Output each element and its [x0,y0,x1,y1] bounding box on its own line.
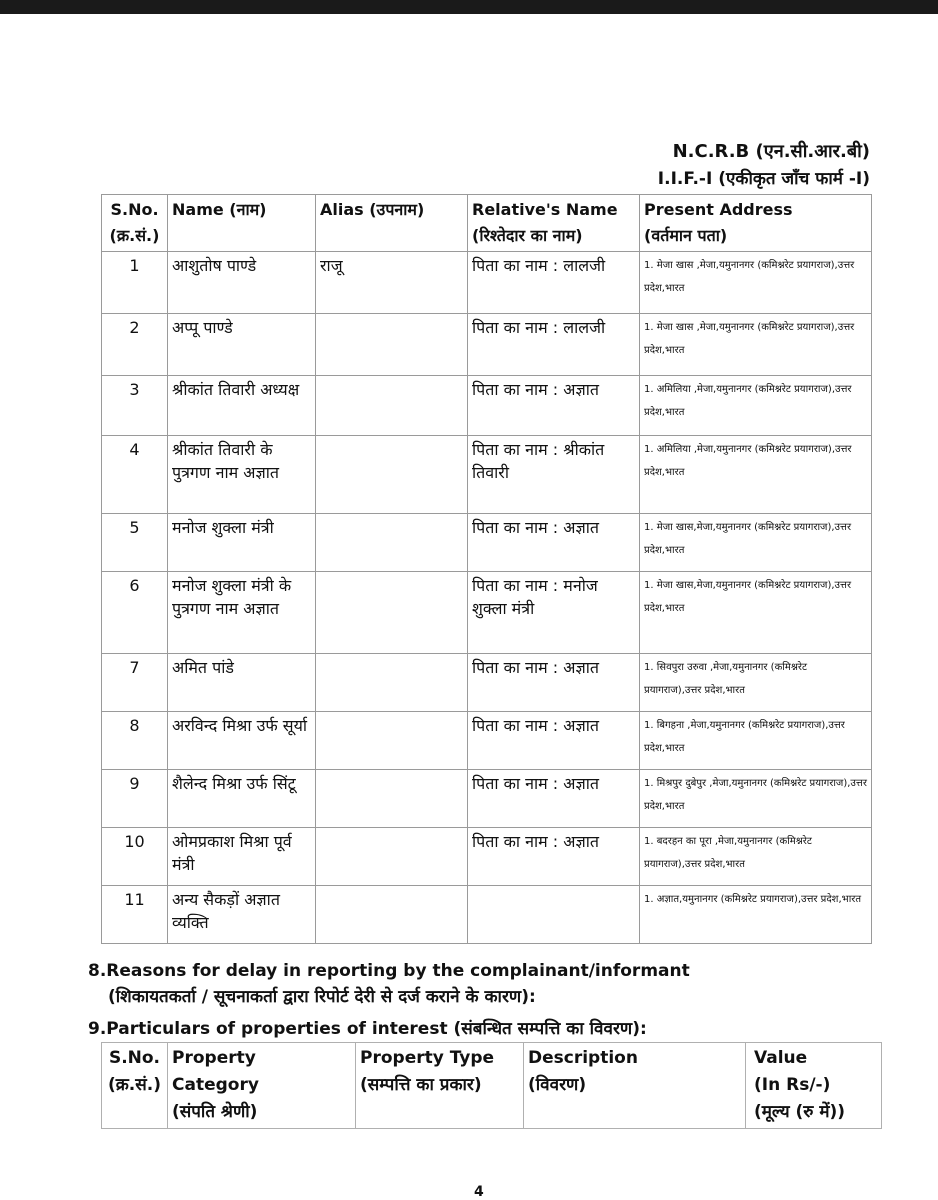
accused-relative: पिता का नाम : अज्ञात [468,376,640,436]
prop-col-sno: S.No. (क्र.सं.) [102,1043,168,1129]
accused-alias [316,886,468,944]
accused-name: आशुतोष पाण्डे [168,252,316,314]
accused-name: श्रीकांत तिवारी अध्यक्ष [168,376,316,436]
accused-address: 1. अमिलिया ,मेजा,यमुनानगर (कमिश्नरेट प्रयागराज),उत्तर प्रदेश,भारत [640,376,872,436]
accused-relative: पिता का नाम : श्रीकांत तिवारी [468,436,640,514]
accused-address: 1. मेजा खास,मेजा,यमुनानगर (कमिश्नरेट प्रयागराज),उत्तर प्रदेश,भारत [640,572,872,654]
table-row [102,654,872,712]
prop-col-value: Value (In Rs/-) (मूल्य (रु में)) [746,1043,882,1129]
table-row [102,828,872,886]
table-row [102,436,872,514]
form-title: I.I.F.-I (एकीकृत जाँच फार्म -I) [657,169,870,189]
col-address: Present Address (वर्तमान पता) [640,195,872,252]
accused-relative [468,886,640,944]
accused-alias [316,712,468,770]
table-row [102,886,872,944]
section-8-subtitle: (शिकायतकर्ता / सूचनाकर्ता द्वारा रिपोर्ट देरी से दर्ज कराने के कारण): [108,987,536,1007]
prop-col-description: Description (विवरण) [524,1043,746,1129]
col-name: Name (नाम) [168,195,316,252]
accused-alias [316,770,468,828]
accused-name: श्रीकांत तिवारी के पुत्रगण नाम अज्ञात [168,436,316,514]
accused-name: अप्पू पाण्डे [168,314,316,376]
accused-name: मनोज शुक्ला मंत्री [168,514,316,572]
accused-alias [316,376,468,436]
accused-name: ओमप्रकाश मिश्रा पूर्व मंत्री [168,828,316,886]
accused-alias [316,314,468,376]
prop-col-category: Property Category (संपति श्रेणी) [168,1043,356,1129]
accused-address: 1. बदरहन का पूरा ,मेजा,यमुनानगर (कमिश्नरेट प्रयागराज),उत्तर प्रदेश,भारत [640,828,872,886]
scan-border [0,0,938,14]
accused-relative: पिता का नाम : लालजी [468,314,640,376]
accused-sno: 8 [102,712,168,770]
accused-sno: 5 [102,514,168,572]
accused-sno: 6 [102,572,168,654]
accused-name: अरविन्द मिश्रा उर्फ सूर्या [168,712,316,770]
accused-address: 1. मिश्रपुर दुबेपुर ,मेजा,यमुनानगर (कमिश्नरेट प्रयागराज),उत्तर प्रदेश,भारत [640,770,872,828]
accused-name: मनोज शुक्ला मंत्री के पुत्रगण नाम अज्ञात [168,572,316,654]
section-8 [88,958,690,1010]
table-row [102,770,872,828]
col-relative: Relative's Name (रिश्तेदार का नाम) [468,195,640,252]
accused-sno: 3 [102,376,168,436]
accused-alias [316,828,468,886]
accused-sno: 11 [102,886,168,944]
accused-name: अन्य सैकड़ों अज्ञात व्यक्ति [168,886,316,944]
table-row [102,572,872,654]
accused-address: 1. अज्ञात,यमुनानगर (कमिश्नरेट प्रयागराज),उत्तर प्रदेश,भारत [640,886,872,944]
property-table [101,1042,882,1129]
section-8-title: 8.Reasons for delay in reporting by the complainant/informant [88,961,690,981]
col-sno: S.No. (क्र.सं.) [102,195,168,252]
accused-sno: 7 [102,654,168,712]
accused-relative: पिता का नाम : अज्ञात [468,514,640,572]
accused-relative: पिता का नाम : मनोज शुक्ला मंत्री [468,572,640,654]
accused-sno: 10 [102,828,168,886]
table-row [102,514,872,572]
table-header-row [102,195,872,252]
section-9-title: 9.Particulars of properties of interest (संबन्धित सम्पत्ति का विवरण): [88,1019,647,1039]
property-header-row [102,1043,882,1129]
accused-relative: पिता का नाम : अज्ञात [468,770,640,828]
accused-alias [316,436,468,514]
accused-relative: पिता का नाम : अज्ञात [468,654,640,712]
accused-address: 1. मेजा खास ,मेजा,यमुनानगर (कमिश्नरेट प्रयागराज),उत्तर प्रदेश,भारत [640,314,872,376]
accused-sno: 9 [102,770,168,828]
table-row [102,314,872,376]
accused-alias [316,514,468,572]
accused-relative: पिता का नाम : लालजी [468,252,640,314]
ncrb-header: N.C.R.B (एन.सी.आर.बी) [672,141,870,162]
accused-name: अमित पांडे [168,654,316,712]
accused-alias [316,654,468,712]
page-number: 4 [474,1184,484,1200]
accused-relative: पिता का नाम : अज्ञात [468,712,640,770]
accused-alias: राजू [316,252,468,314]
table-row [102,712,872,770]
accused-address: 1. मेजा खास,मेजा,यमुनानगर (कमिश्नरेट प्रयागराज),उत्तर प्रदेश,भारत [640,514,872,572]
accused-sno: 2 [102,314,168,376]
accused-alias [316,572,468,654]
accused-name: शैलेन्द मिश्रा उर्फ सिंटू [168,770,316,828]
accused-table [101,194,872,944]
accused-address: 1. सिवपुरा उरुवा ,मेजा,यमुनानगर (कमिश्नरेट प्रयागराज),उत्तर प्रदेश,भारत [640,654,872,712]
prop-col-type: Property Type (सम्पत्ति का प्रकार) [356,1043,524,1129]
accused-address: 1. बिगहना ,मेजा,यमुनानगर (कमिश्नरेट प्रयागराज),उत्तर प्रदेश,भारत [640,712,872,770]
accused-address: 1. मेजा खास ,मेजा,यमुनानगर (कमिश्नरेट प्रयागराज),उत्तर प्रदेश,भारत [640,252,872,314]
table-row [102,376,872,436]
table-row [102,252,872,314]
accused-address: 1. अमिलिया ,मेजा,यमुनानगर (कमिश्नरेट प्रयागराज),उत्तर प्रदेश,भारत [640,436,872,514]
col-alias: Alias (उपनाम) [316,195,468,252]
accused-relative: पिता का नाम : अज्ञात [468,828,640,886]
accused-sno: 4 [102,436,168,514]
accused-sno: 1 [102,252,168,314]
